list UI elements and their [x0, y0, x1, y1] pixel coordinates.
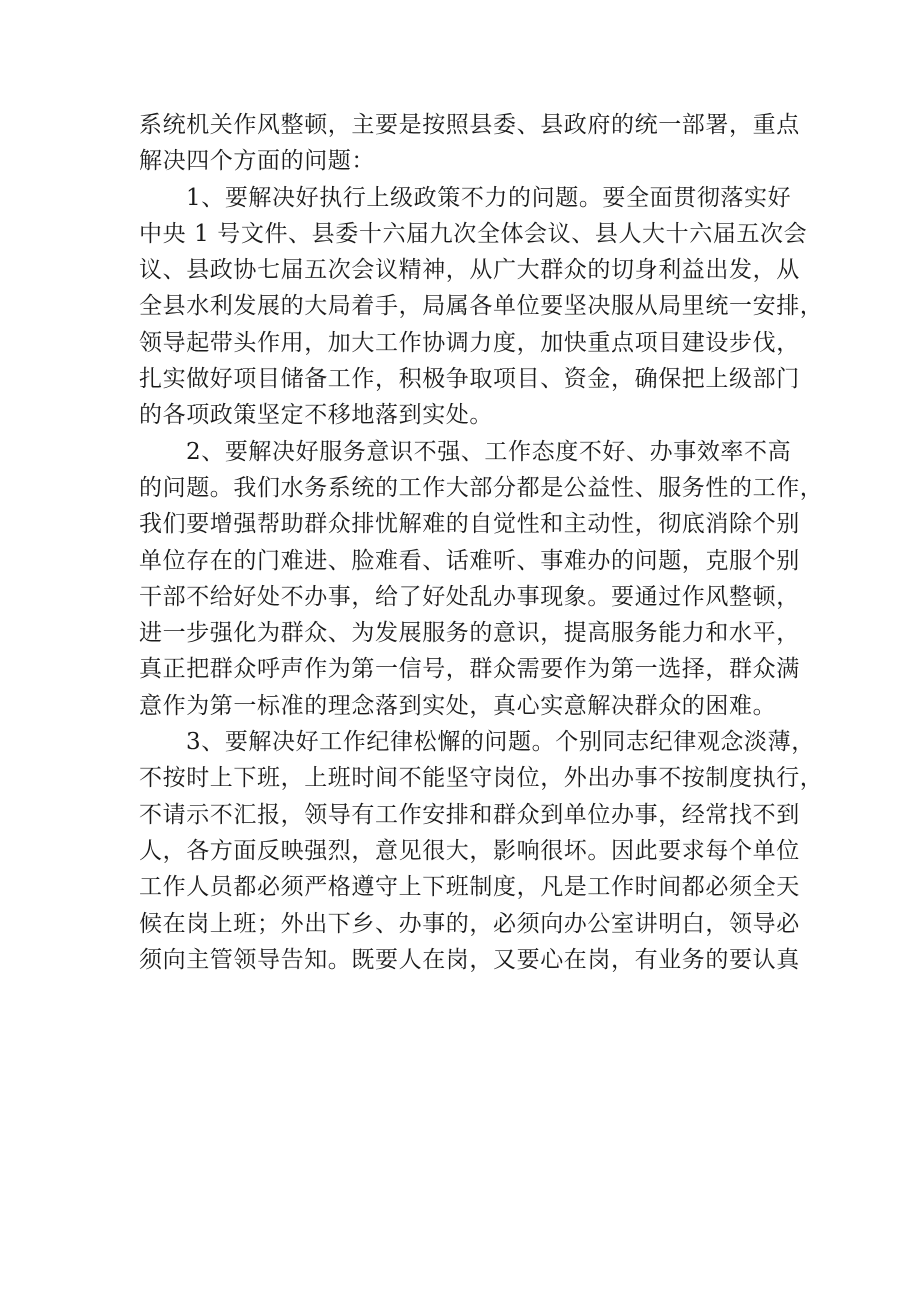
text-line: 全县水利发展的大局着手，局属各单位要坚决服从局里统一安排，: [139, 293, 824, 320]
text-line: 须向主管领导告知。既要人在岗，又要心在岗，有业务的要认真: [139, 946, 800, 973]
text-line: 干部不给好处不办事，给了好处乱办事现象。要通过作风整顿，: [139, 583, 800, 610]
text-line: 解决四个方面的问题：: [139, 148, 375, 175]
text-line: 候在岗上班；外出下乡、办事的，必须向办公室讲明白，领导必: [139, 910, 800, 937]
text-line: 系统机关作风整顿，主要是按照县委、县政府的统一部署，重点: [139, 112, 800, 138]
text-line: 中央 1 号文件、县委十六届九次全体会议、县人大十六届五次会: [139, 220, 808, 247]
text-line: 领导起带头作用，加大工作协调力度，加快重点项目建设步伐，: [139, 329, 800, 356]
text-line: 2、要解决好服务意识不强、工作态度不好、办事效率不高: [186, 438, 792, 465]
text-line: 单位存在的门难进、脸难看、话难听、事难办的问题，克服个别: [139, 547, 800, 574]
text-line: 的各项政策坚定不移地落到实处。: [139, 402, 493, 429]
text-line: 真正把群众呼声作为第一信号，群众需要作为第一选择，群众满: [139, 656, 800, 683]
text-line: 我们要增强帮助群众排忧解难的自觉性和主动性，彻底消除个别: [139, 511, 800, 538]
text-line: 不请示不汇报，领导有工作安排和群众到单位办事，经常找不到: [139, 801, 800, 828]
document-page: [139, 107, 824, 978]
text-line: 进一步强化为群众、为发展服务的意识，提高服务能力和水平，: [139, 620, 800, 647]
text-line: 的问题。我们水务系统的工作大部分都是公益性、服务性的工作，: [139, 474, 824, 501]
paragraph-item-2: [139, 434, 824, 724]
text-line: 1、要解决好执行上级政策不力的问题。要全面贯彻落实好: [186, 184, 792, 211]
text-line: 不按时上下班，上班时间不能坚守岗位，外出办事不按制度执行，: [139, 765, 824, 792]
text-line: 工作人员都必须严格遵守上下班制度，凡是工作时间都必须全天: [139, 874, 800, 901]
text-line: 意作为第一标准的理念落到实处，真心实意解决群众的困难。: [139, 692, 777, 719]
text-line: 议、县政协七届五次会议精神，从广大群众的切身利益出发，从: [139, 257, 800, 284]
paragraph-item-1: [139, 180, 824, 434]
paragraph-intro: [139, 107, 800, 180]
paragraph-item-3: [139, 724, 824, 978]
text-line: 扎实做好项目储备工作，积极争取项目、资金，确保把上级部门: [139, 366, 800, 393]
text-line: 3、要解决好工作纪律松懈的问题。个别同志纪律观念淡薄，: [186, 729, 815, 756]
text-line: 人，各方面反映强烈，意见很大，影响很坏。因此要求每个单位: [139, 837, 800, 864]
